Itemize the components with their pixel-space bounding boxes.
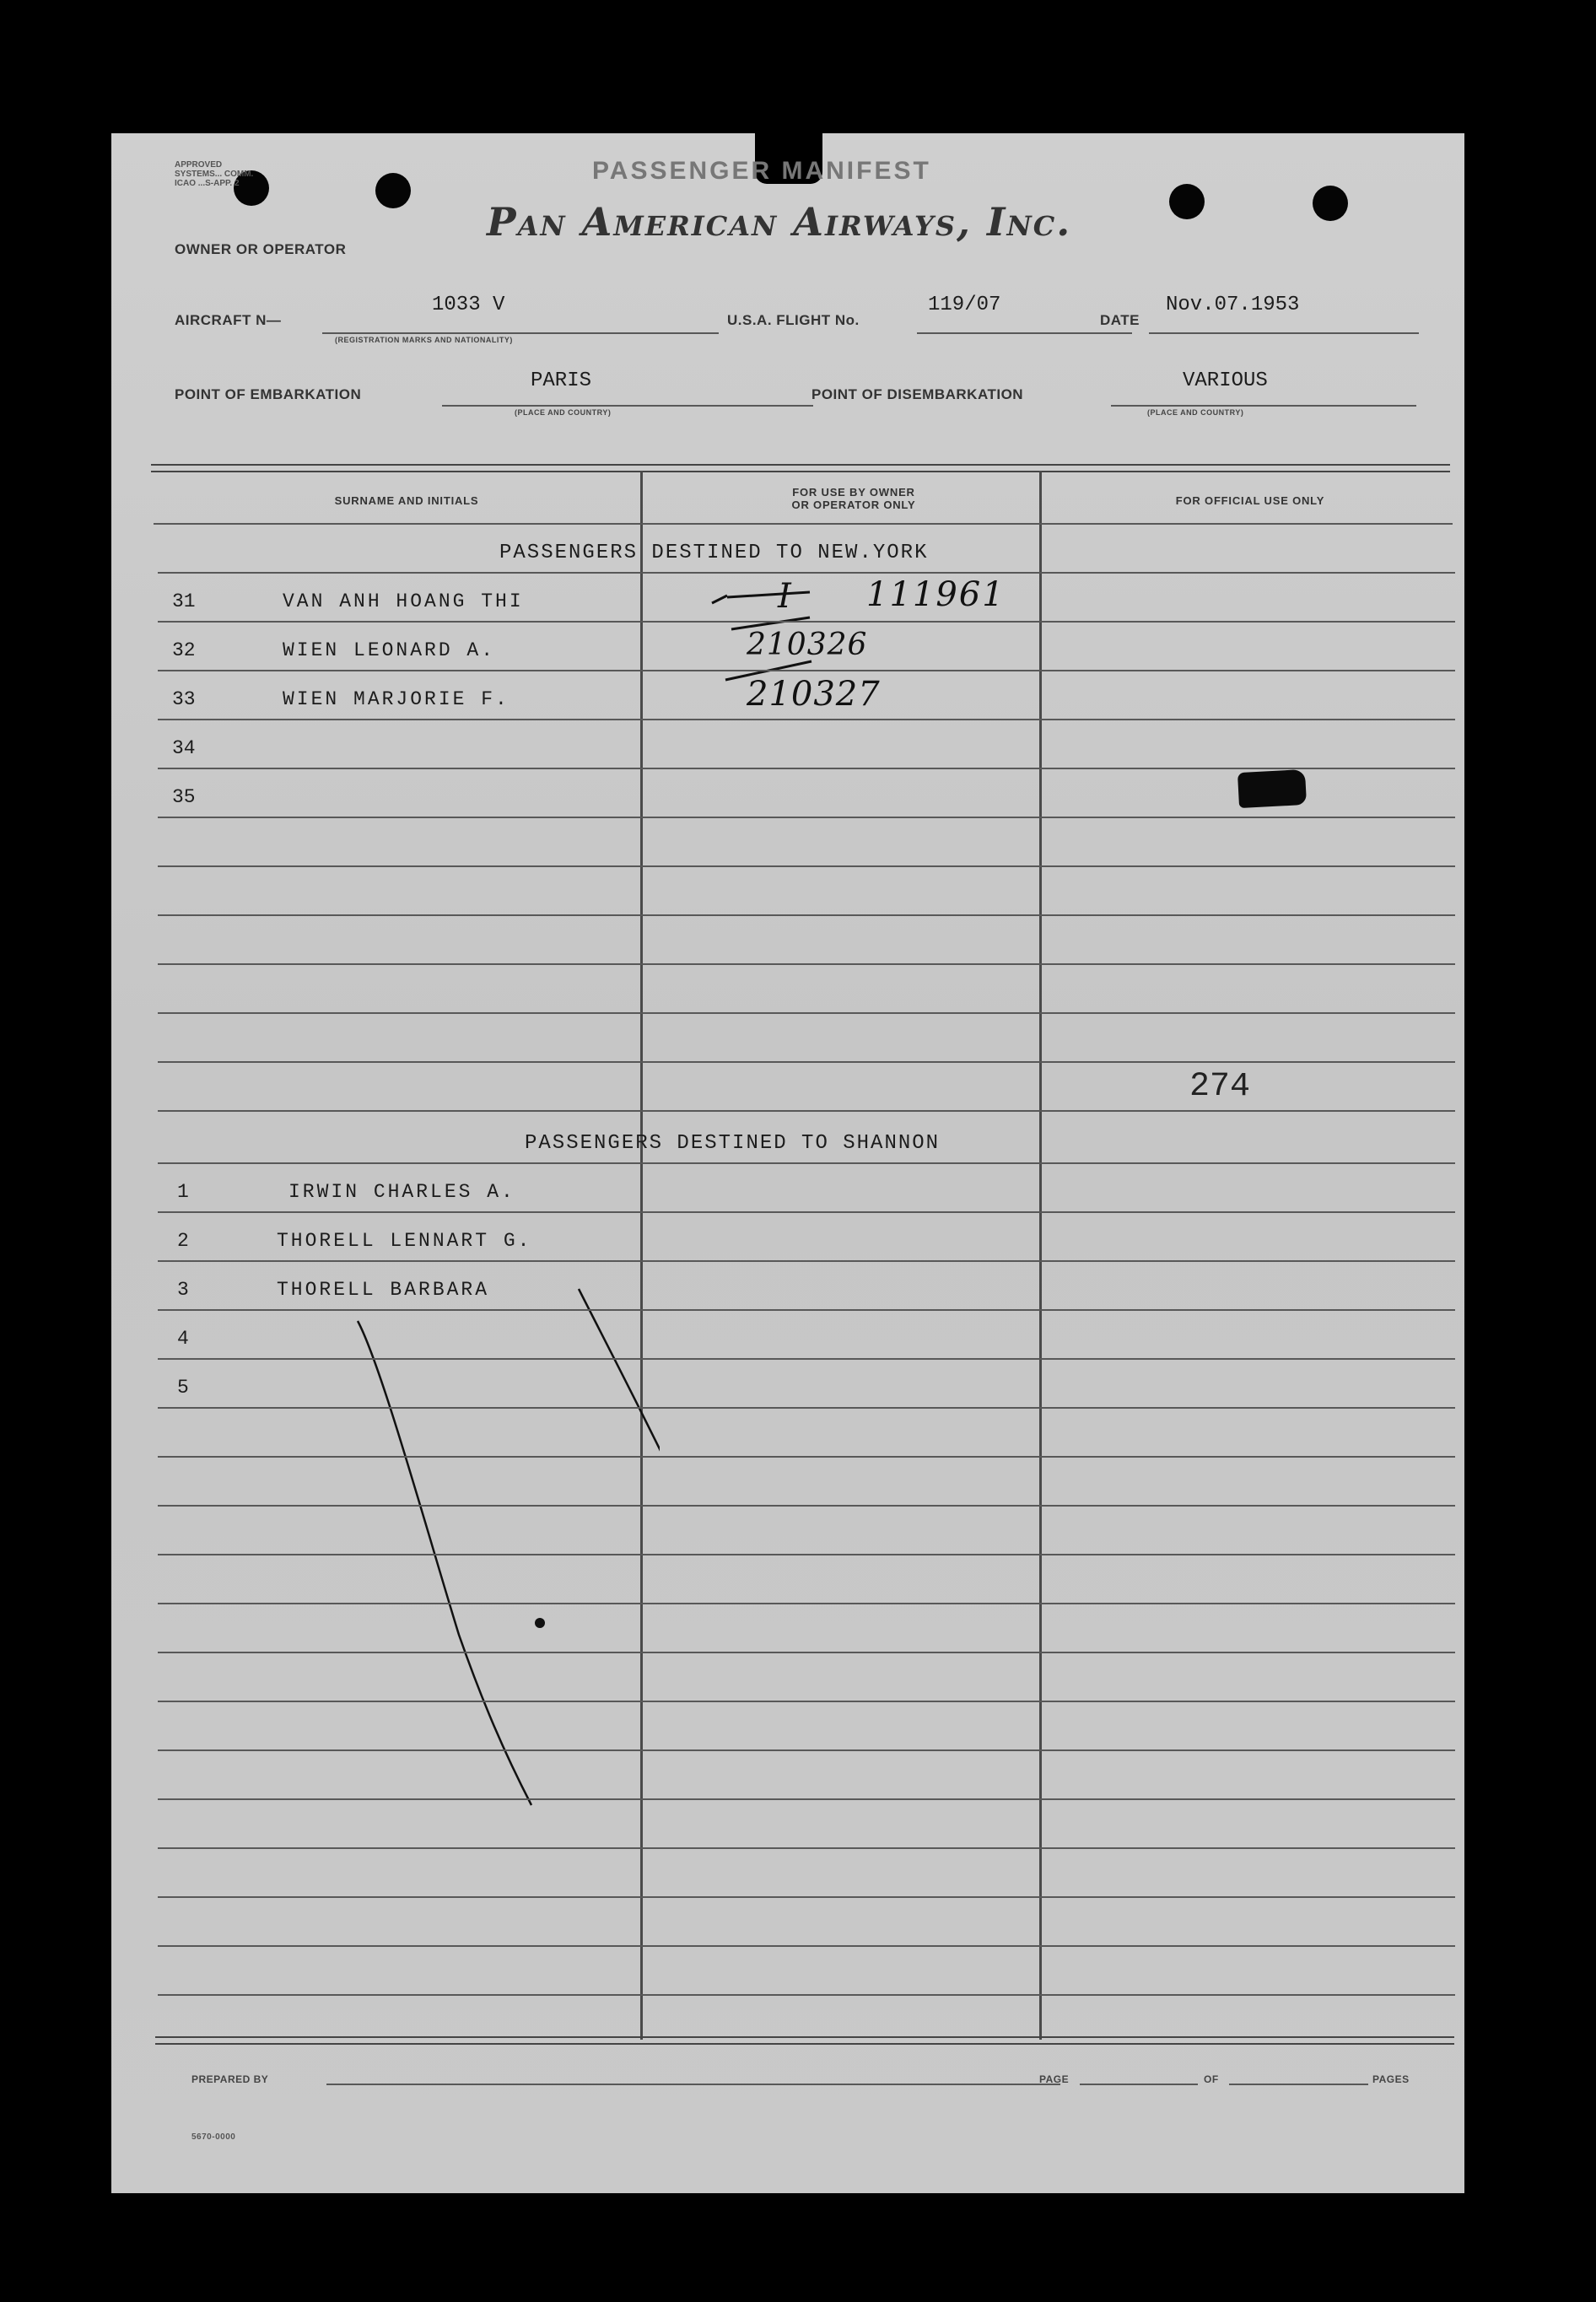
row-rule: [158, 963, 1455, 965]
row-rule: [158, 1847, 1455, 1849]
row-rule: [158, 1211, 1455, 1213]
passenger-name: VAN ANH HOANG THI: [283, 590, 524, 612]
handwritten-ref: 210326: [747, 628, 868, 662]
row-rule: [158, 914, 1455, 916]
approval-block: [175, 160, 253, 188]
ink-blot: [1237, 769, 1307, 808]
company-name: Pan American Airways, Inc.: [487, 199, 1072, 245]
row-rule: [158, 572, 1455, 574]
punch-hole: [1313, 186, 1348, 221]
row-number: 32: [172, 639, 196, 661]
table-top-border: [151, 464, 1450, 472]
row-rule: [158, 1407, 1455, 1409]
row-rule: [158, 1896, 1455, 1898]
prepared-label: PREPARED BY: [191, 2073, 269, 2085]
row-rule: [158, 1701, 1455, 1702]
passenger-name: THORELL BARBARA: [277, 1279, 490, 1301]
row-number: 2: [177, 1230, 189, 1252]
row-number: 1: [177, 1181, 189, 1203]
row-rule: [158, 1505, 1455, 1507]
handwritten-mark: I: [778, 577, 791, 616]
strike-through-strokes: [238, 1179, 660, 1837]
row-rule: [158, 817, 1455, 818]
row-number: 33: [172, 688, 196, 710]
header-rule: [154, 523, 1453, 525]
row-rule: [158, 1061, 1455, 1063]
row-number: 35: [172, 786, 196, 808]
handwriting-strokes: [617, 580, 1056, 715]
aircraft-label: AIRCRAFT N—: [175, 312, 282, 328]
disembark-value: VARIOUS: [1183, 369, 1268, 392]
passenger-name: WIEN LEONARD A.: [283, 639, 496, 661]
passenger-name: THORELL LENNART G.: [277, 1230, 532, 1252]
of-label: OF: [1204, 2073, 1219, 2085]
handwritten-ref: 210327: [747, 675, 881, 714]
col-header-operator-line: OR OPERATOR ONLY: [791, 499, 916, 511]
approval-line: APPROVED: [175, 160, 223, 170]
flight-label: U.S.A. FLIGHT No.: [727, 312, 860, 328]
form-code: 5670-0000: [191, 2132, 236, 2142]
row-rule: [158, 1358, 1455, 1360]
row-rule: [158, 621, 1455, 623]
row-rule: [158, 865, 1455, 867]
handwritten-ref: 111961: [866, 575, 1006, 614]
date-label: DATE: [1100, 312, 1140, 328]
row-rule: [158, 768, 1455, 769]
stamp-number: 274: [1189, 1068, 1251, 1106]
col-header-official: FOR OFFICIAL USE ONLY: [1175, 494, 1325, 507]
row-rule: [158, 1162, 1455, 1164]
row-number: 34: [172, 737, 196, 759]
row-rule: [158, 1260, 1455, 1262]
row-rule: [158, 1945, 1455, 1947]
row-rule: [158, 1652, 1455, 1653]
manifest-sheet: [111, 133, 1464, 2193]
row-rule: [158, 1554, 1455, 1555]
group2-heading: PASSENGERS DESTINED TO SHANNON: [525, 1132, 941, 1155]
row-rule: [158, 1798, 1455, 1800]
row-number: 31: [172, 590, 196, 612]
owner-label: OWNER OR OPERATOR: [175, 241, 347, 257]
row-rule: [158, 719, 1455, 720]
group1-heading: PASSENGERS DESTINED TO NEW.YORK: [499, 542, 929, 564]
punch-hole: [1169, 184, 1205, 219]
row-rule: [158, 1012, 1455, 1014]
row-number: 5: [177, 1377, 189, 1399]
approval-line: SYSTEMS... COMM.: [175, 170, 254, 179]
col-header-name: SURNAME AND INITIALS: [334, 494, 479, 507]
embark-label: POINT OF EMBARKATION: [175, 386, 362, 402]
table-bottom-border: [155, 2036, 1454, 2045]
row-rule: [158, 1110, 1455, 1112]
embark-sub: (PLACE AND COUNTRY): [515, 408, 612, 417]
disembark-sub: (PLACE AND COUNTRY): [1147, 408, 1244, 417]
flight-value: 119/07: [928, 294, 1001, 316]
page-label: PAGE: [1039, 2073, 1070, 2085]
row-rule: [158, 1456, 1455, 1458]
row-rule: [158, 1603, 1455, 1604]
embark-value: PARIS: [531, 369, 592, 392]
row-rule: [158, 1994, 1455, 1996]
form-title: PASSENGER MANIFEST: [592, 157, 931, 185]
row-number: 3: [177, 1279, 189, 1301]
row-number: 4: [177, 1328, 189, 1350]
aircraft-value: 1033 V: [432, 294, 505, 316]
disembark-label: POINT OF DISEMBARKATION: [811, 386, 1024, 402]
col-header-operator-line: FOR USE BY OWNER: [792, 486, 915, 499]
pages-label: PAGES: [1372, 2073, 1410, 2085]
row-rule: [158, 1309, 1455, 1311]
col-header-operator: [651, 486, 1056, 511]
passenger-name: WIEN MARJORIE F.: [283, 688, 510, 710]
row-rule: [158, 670, 1455, 671]
approval-line: ICAO ...S-APP. 2: [175, 179, 240, 188]
aircraft-sub: (REGISTRATION MARKS AND NATIONALITY): [335, 336, 513, 344]
row-rule: [158, 1749, 1455, 1751]
date-value: Nov.07.1953: [1166, 294, 1300, 316]
passenger-name: IRWIN CHARLES A.: [288, 1181, 515, 1203]
punch-hole: [375, 173, 411, 208]
